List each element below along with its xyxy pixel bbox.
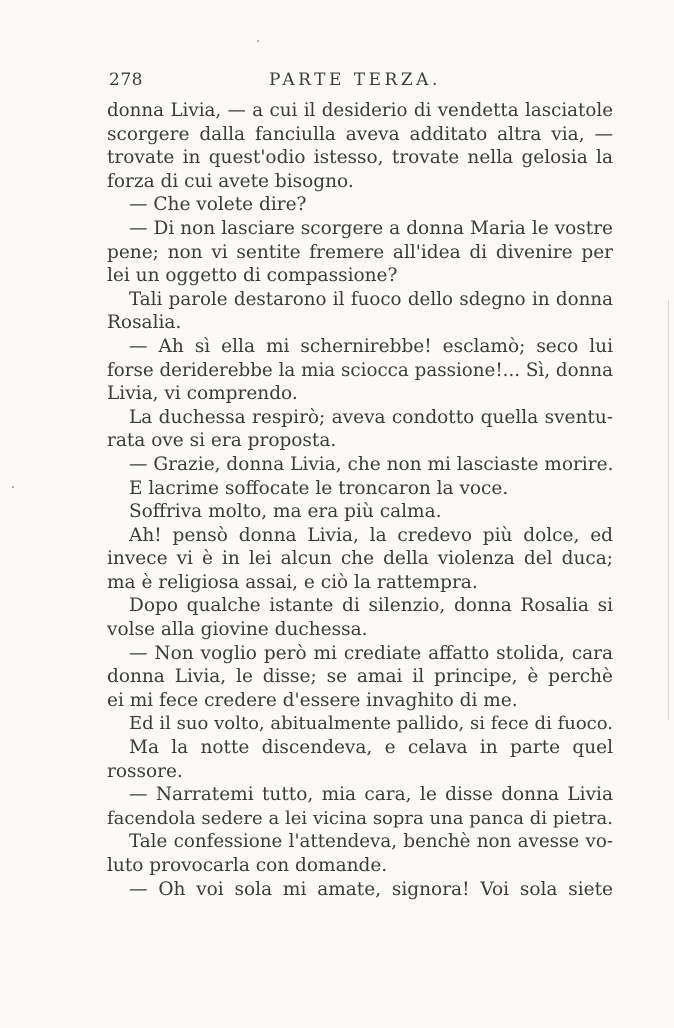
text-line: trovate in quest'odio istesso, trovate nella gelosia la	[107, 147, 613, 169]
text-line: — Di non lasciare scorgere a donna Maria le vostre	[129, 217, 613, 239]
text-line: Livia, vi comprendo.	[107, 383, 298, 405]
page-number: 278	[109, 70, 143, 90]
page-header	[109, 70, 615, 94]
text-line: rata ove si era proposta.	[107, 430, 337, 452]
text-line: scorgere dalla fanciulla aveva additato altra via, —	[107, 123, 613, 145]
text-line: rossore.	[107, 760, 183, 782]
text-line: — Ah sì ella mi schernirebbe! esclamò; seco lui	[129, 335, 613, 357]
text-line: Tali parole destarono il fuoco dello sdegno in donna	[129, 288, 613, 310]
text-line: Soffriva molto, ma era più calma.	[129, 501, 442, 523]
text-line: facendola sedere a lei vicina sopra una panca di pietra.	[107, 807, 613, 829]
text-line: invece vi è in lei alcun che della violenza del duca;	[107, 548, 613, 570]
text-line: Dopo qualche istante di silenzio, donna Rosalia si	[129, 595, 613, 617]
text-line: E lacrime soffocate le troncaron la voce.	[129, 477, 509, 499]
text-line: donna Livia, le disse; se amai il principe, è perchè	[107, 666, 613, 688]
paper-speck	[12, 486, 14, 488]
body-text	[107, 99, 613, 901]
text-line: — Non voglio però mi crediate affatto stolida, cara	[129, 642, 613, 664]
page-edge-mark	[668, 300, 669, 720]
text-line: luto provocarla con domande.	[107, 855, 388, 876]
running-head: PARTE TERZA.	[269, 70, 441, 90]
text-line: Ah! pensò donna Livia, la credevo più dolce, ed	[129, 524, 613, 546]
text-line: — Narratemi tutto, mia cara, le disse donna Livia	[129, 784, 613, 806]
text-line: lei un oggetto di compassione?	[107, 265, 398, 287]
text-line: forza di cui avete bisogno.	[107, 170, 354, 192]
text-line: — Grazie, donna Livia, che non mi lasciaste morire.	[129, 453, 614, 475]
paper-speck	[257, 40, 259, 42]
text-line: pene; non vi sentite fremere all'idea di divenire per	[107, 241, 613, 263]
text-line: ma è religiosa assai, e ciò la rattempra.	[107, 571, 478, 593]
text-line: La duchessa respirò; aveva condotto quella sventu-	[129, 406, 613, 428]
text-line: volse alla giovine duchessa.	[107, 619, 368, 641]
text-line: donna Livia, — a cui il desiderio di vendetta lasciatole	[107, 100, 613, 121]
text-line: — Che volete dire?	[129, 194, 307, 216]
text-line: forse deriderebbe la mia sciocca passione!... Sì, donna	[107, 359, 613, 381]
text-line: — Oh voi sola mi amate, signora! Voi sola siete	[129, 878, 613, 900]
text-line: ei mi fece credere d'essere invaghito di me.	[107, 689, 518, 711]
text-line: Rosalia.	[107, 312, 182, 334]
text-line: Ed il suo volto, abitualmente pallido, si fece di fuoco.	[129, 713, 613, 735]
text-line: Ma la notte discendeva, e celava in parte quel	[129, 737, 613, 759]
text-line: Tale confessione l'attendeva, benchè non avesse vo-	[129, 831, 613, 853]
